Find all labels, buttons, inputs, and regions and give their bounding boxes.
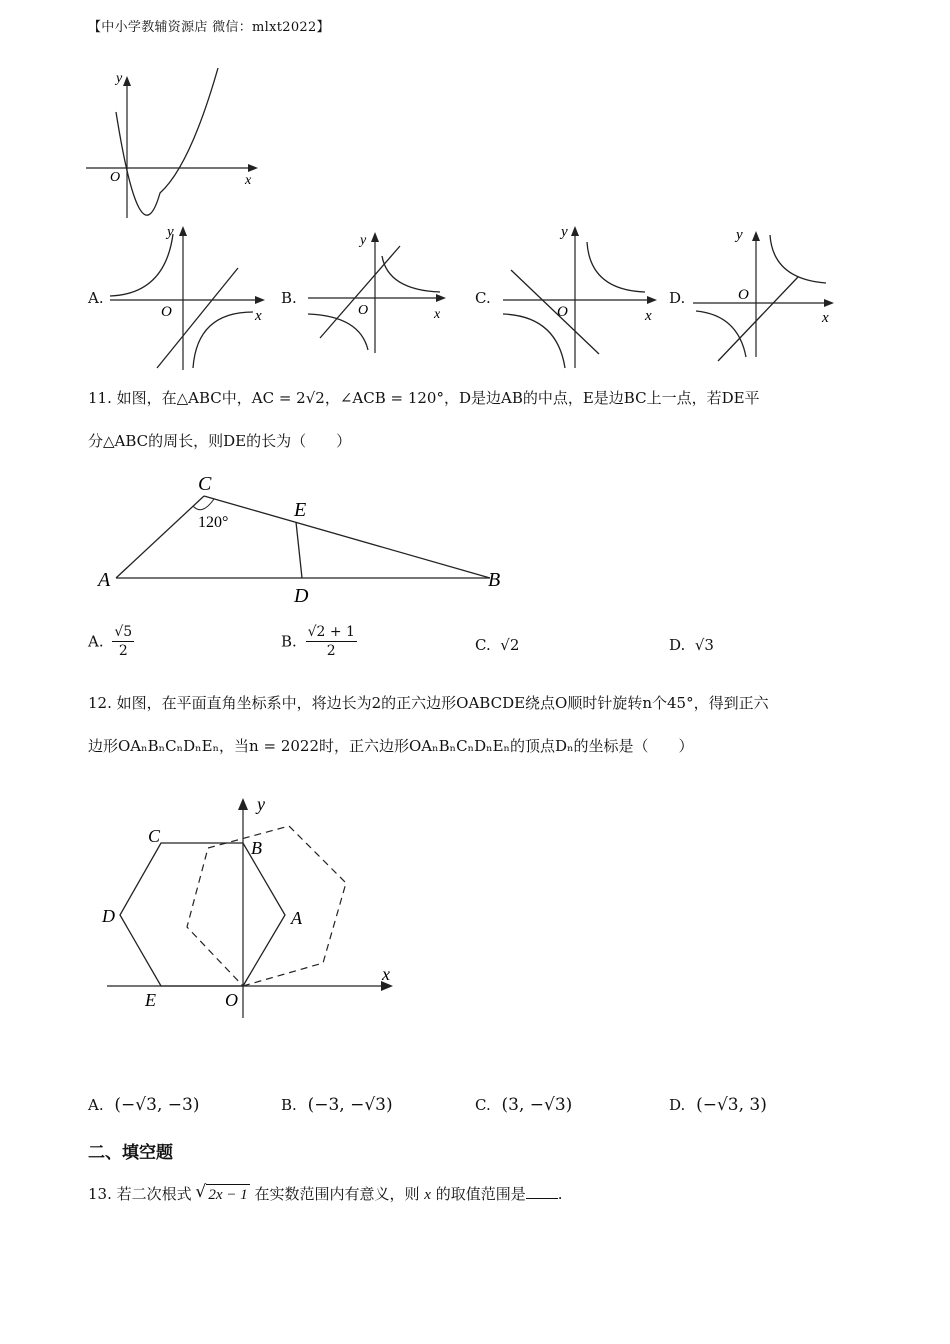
q12-option-b[interactable]: B. (−3, −√3)	[281, 1095, 393, 1115]
q11-label-d: D	[294, 585, 309, 607]
q11-label-angle: 120°	[198, 514, 229, 531]
q10-c-y: y	[561, 224, 568, 240]
q12-option-a[interactable]: A. (−√3, −3)	[88, 1095, 200, 1115]
q10-option-a-letter[interactable]: A.	[88, 289, 104, 307]
q12-label-d: D	[102, 906, 115, 926]
q10-option-c-letter[interactable]: C.	[475, 289, 491, 307]
q12-label-c: C	[148, 826, 161, 846]
q12-label-e: E	[145, 990, 156, 1010]
q11-text-line1: 11. 如图，在△ABC中，AC = 2√2，∠ACB = 120°，D是边AB的中点，E是边BC上一点，若DE平	[88, 389, 760, 407]
q11-text-line2: 分△ABC的周长，则DE的长为（ ）	[88, 432, 352, 450]
q11-label-b: B	[488, 569, 501, 591]
q12-option-c[interactable]: C. (3, −√3)	[475, 1095, 573, 1115]
q12-text-line1: 12. 如图，在平面直角坐标系中，将边长为2的正六边形OABCDE绕点O顺时针旋转n个45°，得到正六	[88, 694, 769, 712]
q11-option-c[interactable]: C. √2	[475, 636, 520, 654]
q10-option-d-graph	[688, 225, 848, 365]
q10-a-x: x	[255, 308, 262, 324]
q10-b-origin: O	[358, 303, 369, 318]
q10-parabola-graph	[80, 68, 270, 228]
q10-a-origin: O	[161, 304, 172, 320]
q10-option-b-letter[interactable]: B.	[281, 289, 297, 307]
q11-option-b[interactable]: B. $\frac{√2 + 1}{2}$	[281, 624, 355, 659]
q13-answer-blank[interactable]	[526, 1198, 558, 1199]
q10-d-x: x	[822, 310, 829, 326]
q12-label-a: A	[291, 908, 302, 928]
q10-d-origin: O	[738, 287, 749, 303]
q12-label-x: x	[382, 964, 390, 984]
q10-b-x: x	[434, 307, 441, 322]
q10-top-x-label: x	[245, 173, 252, 188]
q10-a-y: y	[167, 224, 174, 240]
q10-option-b-graph	[300, 228, 460, 358]
q13-text: 13. 若二次根式 √ 2x − 1 在实数范围内有意义，则 x 的取值范围是 .	[88, 1182, 563, 1203]
q10-b-y: y	[360, 233, 367, 248]
page-header: 【中小学教辅资源店 微信：mlxt2022】	[88, 20, 330, 35]
q10-d-y: y	[736, 227, 743, 243]
q11-triangle-figure	[90, 466, 520, 608]
q10-option-c-graph	[495, 222, 665, 372]
q13-radical: √ 2x − 1	[195, 1182, 248, 1203]
q11-option-d[interactable]: D. √3	[669, 636, 714, 654]
q10-top-y-label: y	[116, 71, 123, 86]
q12-hexagon-figure	[95, 790, 405, 1020]
q12-option-d[interactable]: D. (−√3, 3)	[669, 1095, 767, 1115]
q11-label-a: A	[98, 569, 111, 591]
q10-c-origin: O	[557, 304, 568, 320]
q12-label-b: B	[251, 838, 262, 858]
q10-top-origin: O	[110, 170, 121, 185]
q12-text-line2: 边形OAₙBₙCₙDₙEₙ，当n = 2022时，正六边形OAₙBₙCₙDₙEₙ的顶点Dₙ的坐标是（ ）	[88, 737, 694, 755]
q10-c-x: x	[645, 308, 652, 324]
q10-option-a-graph	[105, 222, 275, 372]
q11-option-a[interactable]: A. $\frac{√5}{2}$	[88, 624, 133, 659]
q10-option-d-letter[interactable]: D.	[669, 289, 686, 307]
q11-label-c: C	[198, 473, 212, 495]
q11-label-e: E	[294, 499, 307, 521]
section-title-fill-in: 二、填空题	[88, 1143, 173, 1163]
q12-label-o: O	[225, 990, 238, 1010]
q12-label-y: y	[257, 794, 265, 814]
